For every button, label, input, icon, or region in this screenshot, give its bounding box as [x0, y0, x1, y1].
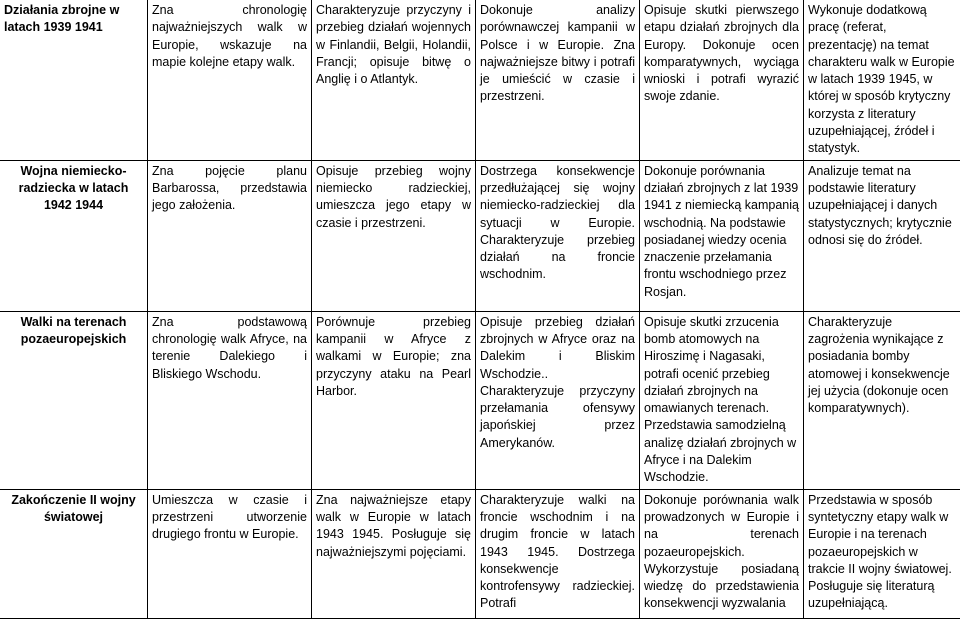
table-row [0, 0, 960, 160]
table-cell [804, 0, 960, 160]
cell-text: Opisuje przebieg wojny niemiecko radzieckiej, umieszcza jego etapy w czasie i przestrzeni. [316, 164, 471, 230]
table-cell [312, 160, 476, 311]
table-cell [804, 160, 960, 311]
cell-text: Charakteryzuje zagrożenia wynikające z posiadania bomby atomowej i konsekwencje jej użycia (dokonuje ocen komparatywnych). [808, 315, 950, 415]
table-cell [476, 489, 640, 618]
cell-text: Analizuje temat na podstawie literatury uzupełniającej i danych statystycznych; krytycznie odnosi się do źródeł. [808, 164, 952, 247]
cell-text: Zna chronologię najważniejszych walk w Europie, wskazuje na mapie kolejne etapy walk. [152, 3, 307, 69]
table-cell [148, 489, 312, 618]
cell-text: Zna najważniejsze etapy walk w Europie w latach 1943 1945. Posługuje się najważniejszymi pojęciami. [316, 493, 471, 559]
cell-text: Zna pojęcie planu Barbarossa, przedstawia jego założenia. [152, 164, 307, 213]
cell-text: Umieszcza w czasie i przestrzeni utworzenie drugiego frontu w Europie. [152, 493, 307, 542]
cell-text: Charakteryzuje przyczyny i przebieg działań wojennych w Finlandii, Belgii, Holandii, Francji; opisuje bitwę o Anglię i o Atlantyk. [316, 3, 471, 86]
table-cell [640, 0, 804, 160]
topic-text: Walki na terenach pozaeuropejskich [21, 315, 127, 346]
cell-text: Opisuje przebieg działań zbrojnych w Afryce oraz na Dalekim i Bliskim Wschodzie.. Charakteryzuje przyczyny przełamania ofensywy japońskiej przez Amerykanów. [480, 315, 635, 450]
cell-text: Opisuje skutki pierwszego etapu działań zbrojnych dla Europy. Dokonuje ocen komparatywnych, wyciąga wnioski i potrafi wyrazić swoje zdanie. [644, 3, 799, 103]
table-cell [476, 311, 640, 489]
cell-text: Dokonuje porównania walk prowadzonych w Europie i na terenach pozaeuropejskich. Wykorzystuje posiadaną wiedzę do przedstawienia konsekwencji wyzwalania [644, 493, 799, 611]
cell-text: Przedstawia w sposób syntetyczny etapy walk w Europie i na terenach pozaeuropejskich w trakcie II wojny światowej. Posługuje się literaturą uzupełniającą. [808, 493, 952, 611]
table-cell [804, 311, 960, 489]
topic-text: Działania zbrojne w latach 1939 1941 [4, 3, 119, 34]
cell-text: Dostrzega konsekwencje przedłużającej się wojny niemiecko-radzieckiej dla sytuacji w Europie. Charakteryzuje przebieg działań na froncie wschodnim. [480, 164, 635, 282]
cell-text: Porównuje przebieg kampanii w Afryce z walkami w Europie; zna przyczyny ataku na Pearl Harbor. [316, 315, 471, 398]
table-cell [476, 0, 640, 160]
cell-text: Wykonuje dodatkową pracę (referat, prezentację) na temat charakteru walk w Europie w latach 1939 1945, w której w sposób krytyczny korzysta z literatury uzupełniającej, źródeł i statystyk. [808, 3, 955, 155]
table-row [0, 160, 960, 311]
table-cell [640, 160, 804, 311]
table-row [0, 489, 960, 618]
table-cell [148, 311, 312, 489]
table-cell [476, 160, 640, 311]
cell-text: Opisuje skutki zrzucenia bomb atomowych na Hiroszimę i Nagasaki, potrafi ocenić przebieg działań zbrojnych na omawianych terenach. Przedstawia samodzielną analizę działań zbrojnych w Afryce i na Dalekim Wschodzie. [644, 315, 796, 485]
table-cell [640, 489, 804, 618]
table-cell [312, 489, 476, 618]
row-topic [0, 489, 148, 618]
table-cell [640, 311, 804, 489]
table-row [0, 311, 960, 489]
table-cell [148, 160, 312, 311]
row-topic [0, 0, 148, 160]
row-topic [0, 160, 148, 311]
cell-text: Charakteryzuje walki na froncie wschodnim i na drugim froncie w latach 1943 1945. Dostrzega konsekwencje kontrofensywy radzieckiej. Potrafi [480, 493, 635, 611]
cell-text: Dokonuje analizy porównawczej kampanii w Polsce i w Europie. Zna najważniejsze bitwy i potrafi je umieścić w czasie i przestrzeni. [480, 3, 635, 103]
topic-text: Wojna niemiecko-radziecka w latach 1942 1944 [19, 164, 129, 213]
topic-text: Zakończenie II wojny światowej [11, 493, 135, 524]
cell-text: Dokonuje porównania działań zbrojnych z lat 1939 1941 z niemiecką kampanią wschodnią. Na podstawie posiadanej wiedzy ocenia znaczenie przełamania frontu wschodniego przez Rosjan. [644, 164, 799, 299]
table-cell [804, 489, 960, 618]
table-cell [312, 0, 476, 160]
table-cell [148, 0, 312, 160]
row-topic [0, 311, 148, 489]
table-cell [312, 311, 476, 489]
cell-text: Zna podstawową chronologię walk Afryce, na terenie Dalekiego i Bliskiego Wschodu. [152, 315, 307, 381]
